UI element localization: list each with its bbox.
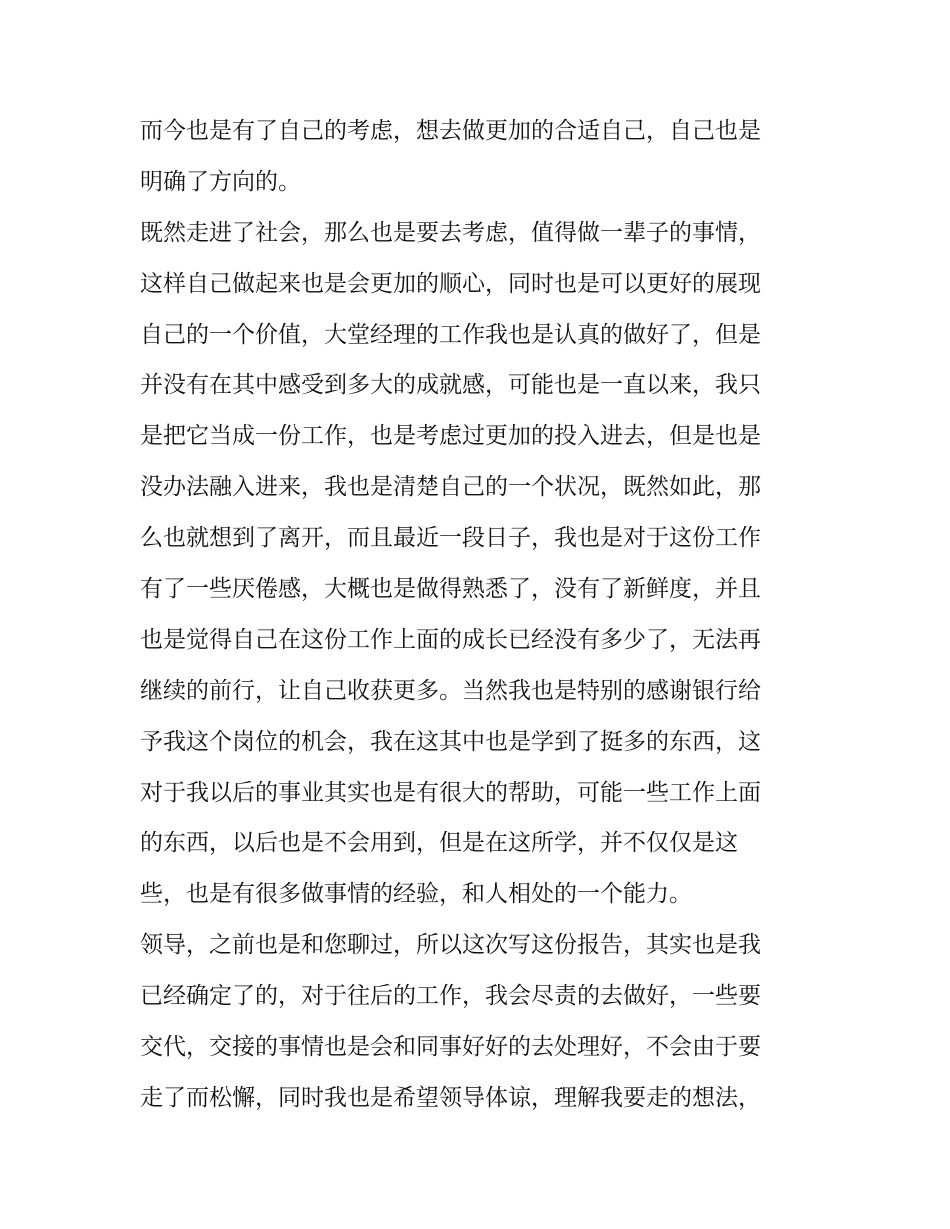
text-line: 领导，之前也是和您聊过，所以这次写这份报告，其实也是我 [140, 932, 761, 959]
text-line: 交代，交接的事情也是会和同事好好的去处理好，不会由于要 [140, 1034, 761, 1061]
text-line: 走了而松懈，同时我也是希望领导体谅，理解我要走的想法， [140, 1084, 761, 1111]
text-line: 自己的一个价值，大堂经理的工作我也是认真的做好了，但是 [140, 321, 761, 348]
text-line: 是把它当成一份工作，也是考虑过更加的投入进去，但是也是 [140, 423, 761, 450]
text-line: 这样自己做起来也是会更加的顺心，同时也是可以更好的展现 [140, 270, 761, 297]
body-text [140, 106, 820, 1124]
text-line: 已经确定了的，对于往后的工作，我会尽责的去做好，一些要 [140, 983, 761, 1010]
text-line: 继续的前行，让自己收获更多。当然我也是特别的感谢银行给 [140, 677, 761, 704]
text-line: 有了一些厌倦感，大概也是做得熟悉了，没有了新鲜度，并且 [140, 576, 761, 603]
text-line: 并没有在其中感受到多大的成就感，可能也是一直以来，我只 [140, 372, 761, 399]
text-line: 对于我以后的事业其实也是有很大的帮助，可能一些工作上面 [140, 779, 761, 806]
text-line: 既然走进了社会，那么也是要去考虑，值得做一辈子的事情， [140, 219, 761, 246]
text-line: 的东西，以后也是不会用到，但是在这所学，并不仅仅是这 [140, 830, 738, 857]
text-line: 么也就想到了离开，而且最近一段日子，我也是对于这份工作 [140, 525, 761, 552]
text-line: 而今也是有了自己的考虑，想去做更加的合适自己，自己也是 [140, 118, 761, 144]
text-line: 予我这个岗位的机会，我在这其中也是学到了挺多的东西，这 [140, 728, 761, 755]
text-line: 也是觉得自己在这份工作上面的成长已经没有多少了，无法再 [140, 626, 761, 653]
text-line: 些，也是有很多做事情的经验，和人相处的一个能力。 [140, 881, 692, 908]
text-line: 明确了方向的。 [140, 168, 301, 195]
text-line: 没办法融入进来，我也是清楚自己的一个状况，既然如此，那 [140, 474, 761, 501]
